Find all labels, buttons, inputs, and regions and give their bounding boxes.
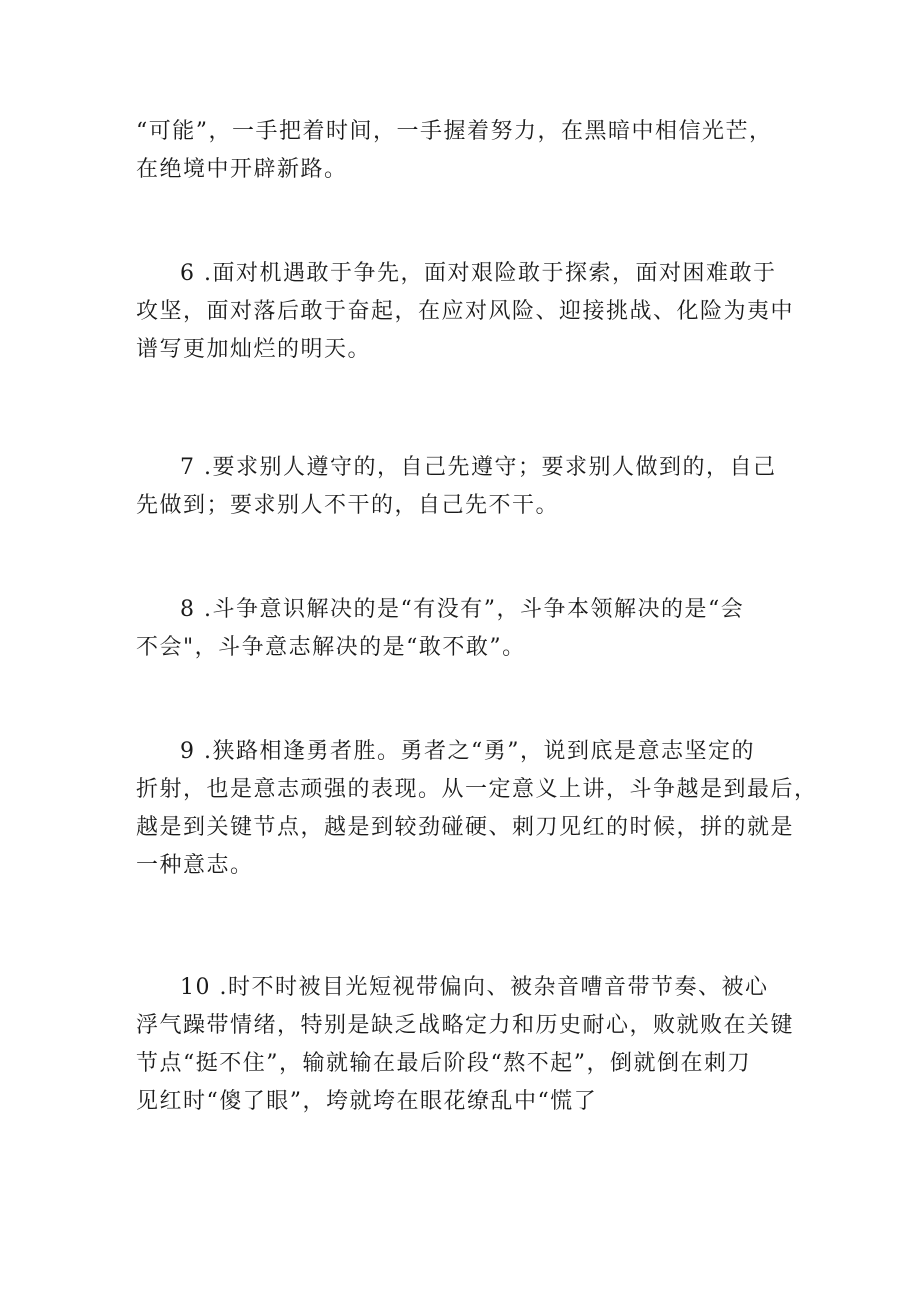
- paragraph-item-6: [136, 255, 796, 369]
- text-line: 见红时“傻了眼”，垮就垮在眼花缭乱中“慌了: [136, 1089, 598, 1114]
- text-line: 10 .时不时被目光短视带偏向、被杂音嘈音带节奏、被心: [180, 975, 769, 1000]
- text-line: 浮气躁带情绪，特别是缺乏战略定力和历史耐心，败就败在关键: [136, 1013, 795, 1038]
- text-line: 越是到关键节点，越是到较劲碰硬、刺刀见红的时候，拼的就是: [136, 815, 795, 840]
- paragraph-item-10: [136, 969, 796, 1121]
- text-line: 先做到；要求别人不干的，自己先不干。: [136, 493, 560, 518]
- text-line: 8 .斗争意识解决的是“有没有”，斗争本领解决的是“会: [180, 597, 745, 622]
- text-line: 在绝境中开辟新路。: [136, 157, 348, 182]
- text-line: 7 .要求别人遵守的，自己先遵守；要求别人做到的，自己: [180, 455, 777, 480]
- paragraph-item-7: [136, 449, 796, 525]
- text-line: 一种意志。: [136, 853, 254, 878]
- text-line: 攻坚，面对落后敢于奋起，在应对风险、迎接挑战、化险为夷中: [136, 299, 795, 324]
- text-line: 节点“挺不住”，输就输在最后阶段“熬不起”，倒就倒在刺刀: [136, 1051, 751, 1076]
- text-line: 折射，也是意志顽强的表现。从一定意义上讲，斗争越是到最后，: [136, 777, 818, 802]
- paragraph-item-9: [136, 733, 818, 885]
- paragraph-item-8: [136, 591, 796, 667]
- text-line: “可能”，一手把着时间，一手握着努力，在黑暗中相信光芒，: [136, 119, 773, 144]
- paragraph-continuation: [136, 113, 796, 189]
- text-line: 不会"，斗争意志解决的是“敢不敢”。: [136, 635, 526, 660]
- text-line: 6 .面对机遇敢于争先，面对艰险敢于探索，面对困难敢于: [180, 261, 777, 286]
- text-line: 谱写更加灿烂的明天。: [136, 337, 372, 362]
- text-line: 9 .狭路相逢勇者胜。勇者之“勇”，说到底是意志坚定的: [180, 739, 755, 764]
